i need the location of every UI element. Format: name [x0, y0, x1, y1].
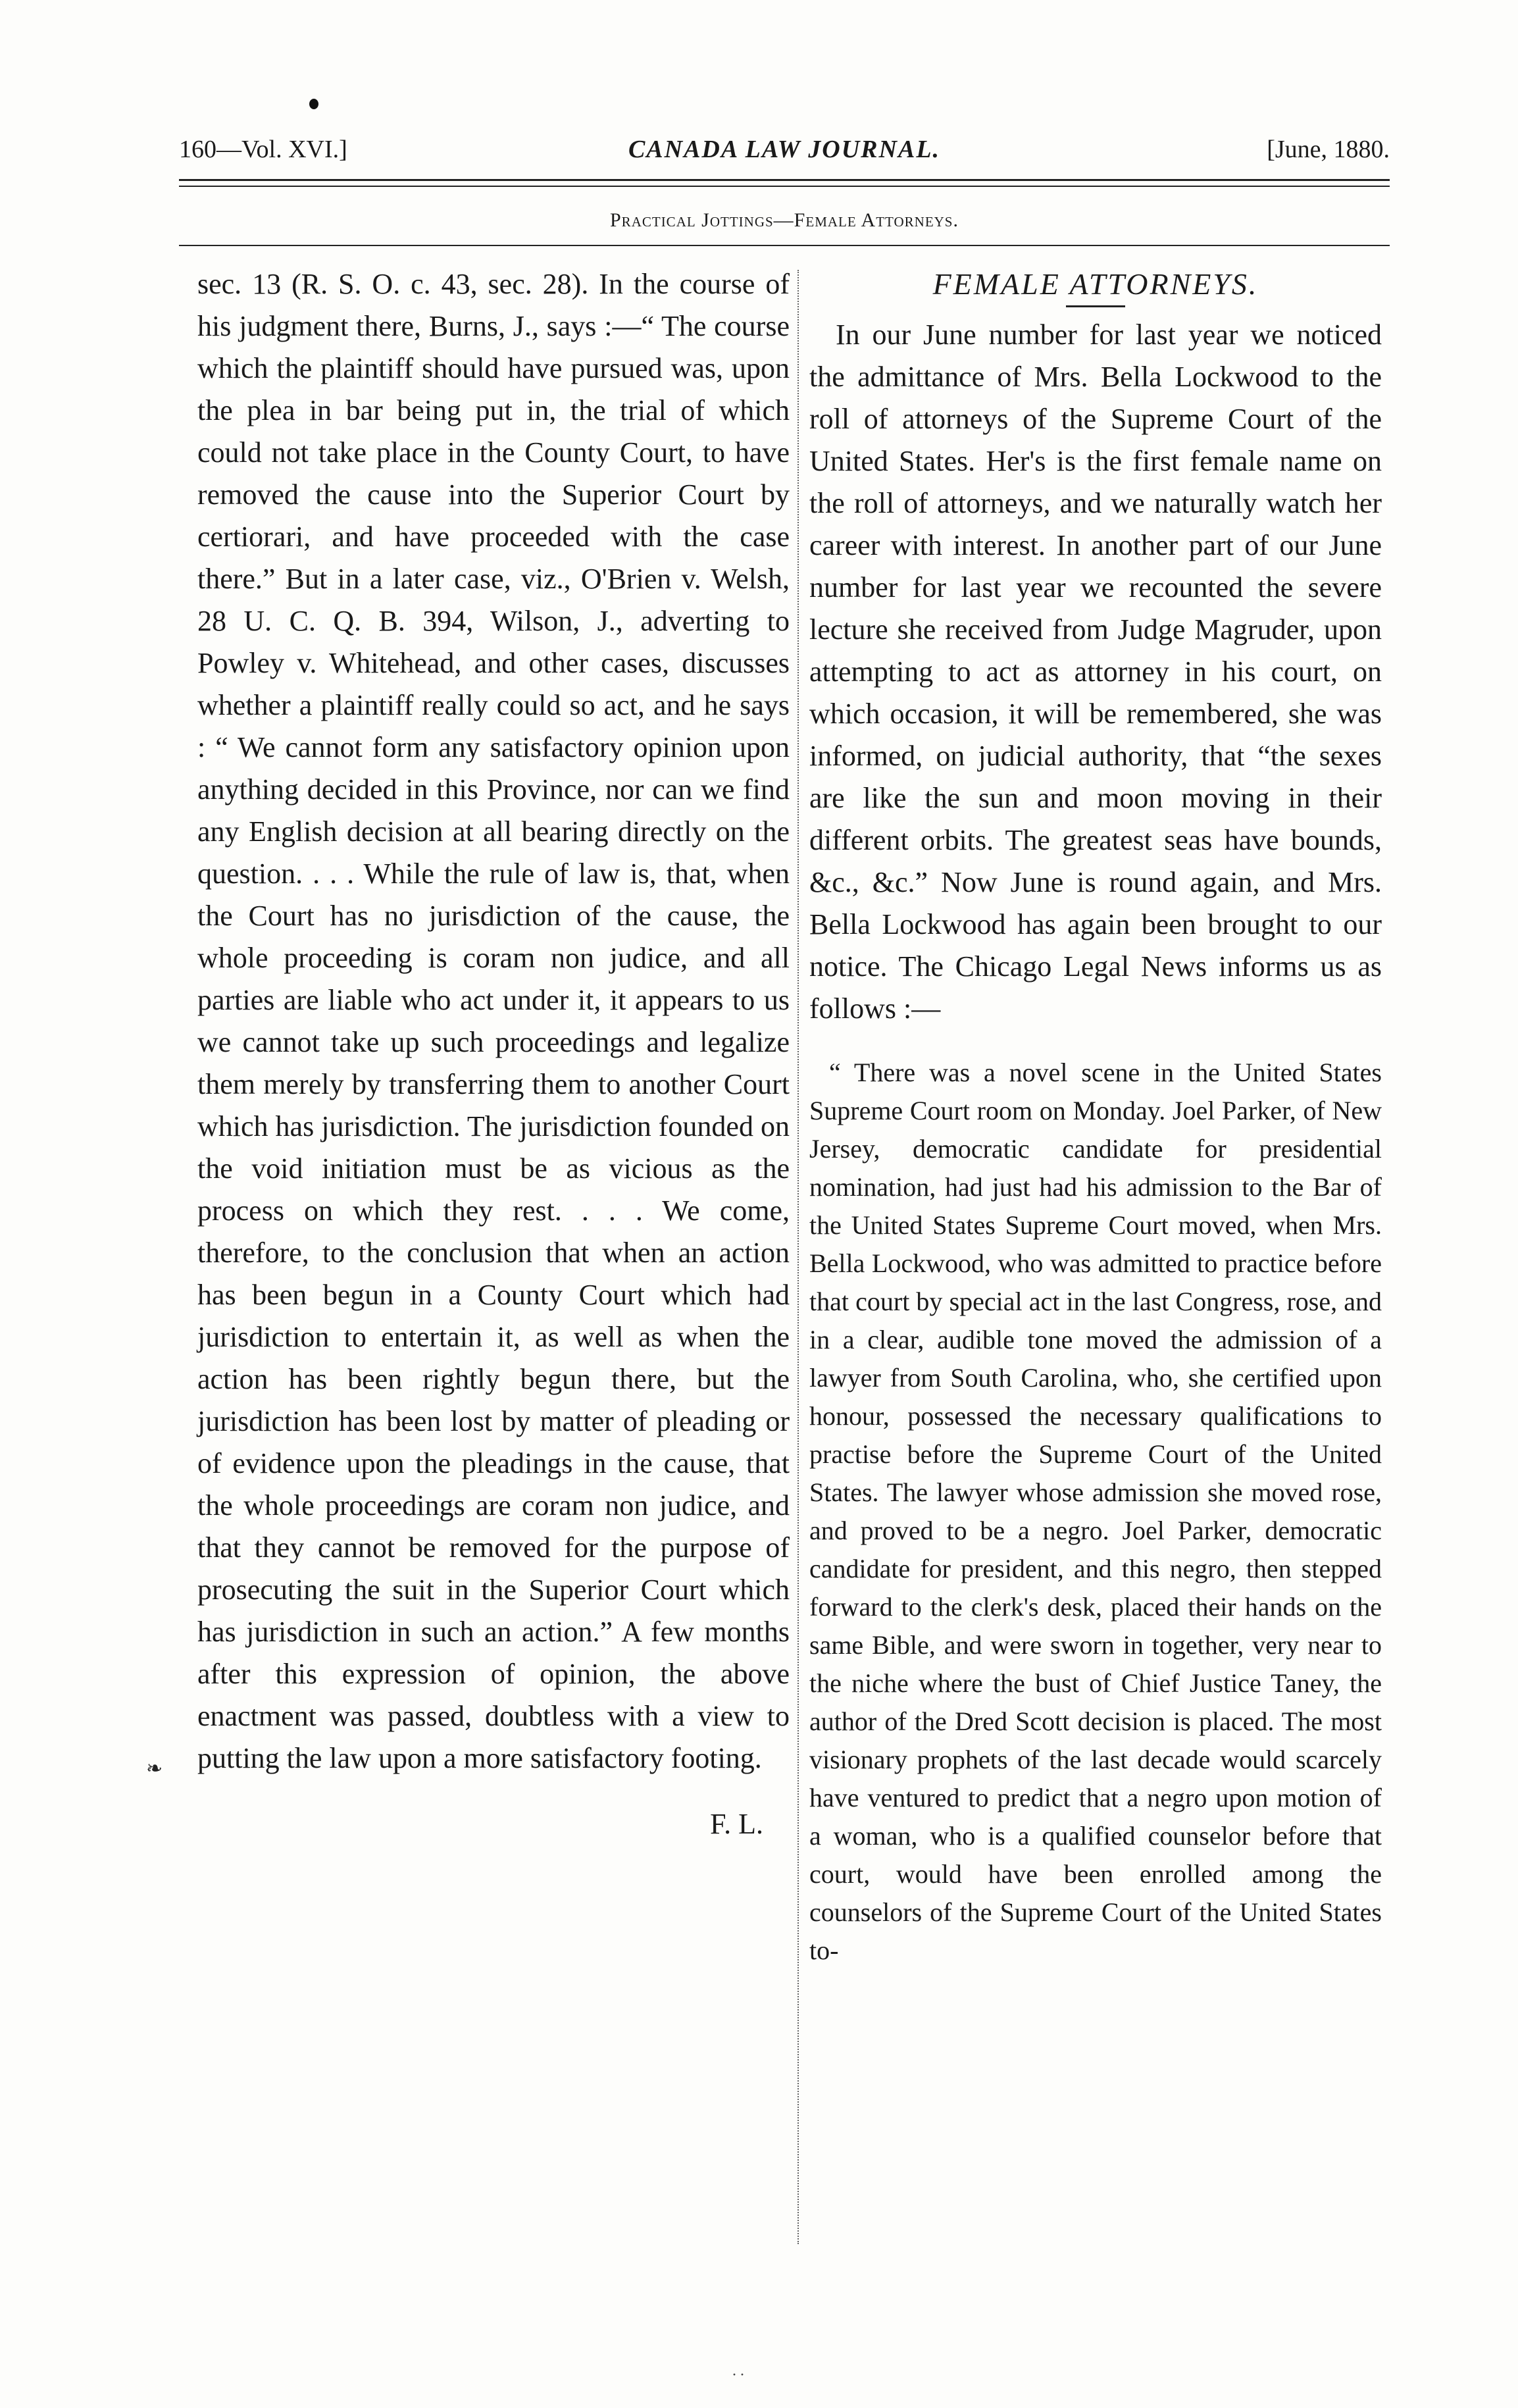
header-rule-bottom — [179, 186, 1390, 187]
right-column — [809, 263, 1382, 1970]
title-rule — [1066, 305, 1125, 307]
left-column-text: sec. 13 (R. S. O. c. 43, sec. 28). In the course of his judgment there, Burns, J., says :—“ The course which the plaintiff should have pursued was, upon the plea in bar being put in, the trial of which could not take place in the County Court, to have removed the cause into the Superior Court by certiorari, and have proceeded with the case there.” But in a later case, viz., O'Brien v. Welsh, 28 U. C. Q. B. 394, Wilson, J., adverting to Powley v. Whitehead, and other cases, discusses whether a plaintiff really could so act, and he says : “ We cannot form any satisfactory opinion upon anything decided in this Province, nor can we find any English decision at all bearing directly on the question. . . . While the rule of law is, that, when the Court has no jurisdiction of the cause, the whole proceeding is coram non judice, and all parties are liable who act under it, it appears to us we cannot take up such proceedings and legalize them merely by transferring them to another Court which has jurisdiction. The jurisdiction founded on the void initiation must be as vicious as the process on which they rest. . . . We come, therefore, to the conclusion that when an action has been begun in a County Court which had jurisdiction to entertain it, as well as when the action has been rightly begun there, but the jurisdiction has been lost by matter of pleading or of evidence upon the pleadings in the cause, that the whole proceedings are coram non judice, and that they cannot be removed for the purpose of prosecuting the suit in the Superior Court which has jurisdiction in such an action.” A few months after this expression of opinion, the above enactment was passed, doubtless with a view to putting the law upon a more satisfactory footing. — [197, 268, 790, 1774]
article-quote: “ There was a novel scene in the United States Supreme Court room on Monday. Joel Parker, of New Jersey, democratic candidate for presidential nomination, had just had his admission to the Bar of the United States Supreme Court moved, when Mrs. Bella Lockwood, who was admitted to practice before that court by special act in the last Congress, rose, and in a clear, audible tone moved the admission of a lawyer from South Carolina, who, she certified upon honour, possessed the necessary qualifications to practise before the Supreme Court of the United States. The lawyer whose admission she moved rose, and proved to be a negro. Joel Parker, democratic candidate for president, and this negro, then stepped forward to the clerk's desk, placed their hands on the same Bible, and were sworn in together, very near to the niche where the bust of Chief Justice Taney, the author of the Dred Scott decision is placed. The most visionary prophets of the last decade would scarcely have ventured to predict that a negro upon motion of a woman, who is a qualified counselor before that court, would have been enrolled among the counselors of the Supreme Court of the United States to- — [809, 1058, 1382, 1965]
left-column — [197, 263, 790, 1845]
column-divider — [797, 270, 800, 2244]
footer-mark: ·· — [732, 2367, 747, 2384]
header-rule-top — [179, 179, 1390, 181]
journal-title: CANADA LAW JOURNAL. — [628, 136, 941, 163]
page-number-volume: 160—Vol. XVI.] — [179, 136, 347, 163]
margin-mark: ❧ — [146, 1758, 163, 1780]
running-head — [179, 135, 1390, 174]
issue-date: [June, 1880. — [1267, 136, 1390, 163]
author-signature: F. L. — [710, 1808, 763, 1840]
page-dot-mark — [309, 99, 318, 109]
section-heading: Practical Jottings—Female Attorneys. — [610, 209, 959, 231]
article-intro: In our June number for last year we noticed the admittance of Mrs. Bella Lockwood to the roll of attorneys of the Supreme Court of the United States. Her's is the first female name on the roll of attorneys, and we naturally watch her career with interest. In another part of our June number for last year we recounted the severe lecture she received from Judge Magruder, upon attempting to act as attorney in his court, on which occasion, it will be remembered, she was informed, on judicial authority, that “the sexes are like the sun and moon moving in their different orbits. The greatest seas have bounds, &c., &c.” Now June is round again, and Mrs. Bella Lockwood has again been brought to our notice. The Chicago Legal News informs us as follows :— — [809, 319, 1382, 1025]
article-title: FEMALE ATTORNEYS. — [932, 267, 1259, 301]
section-rule — [179, 245, 1390, 246]
